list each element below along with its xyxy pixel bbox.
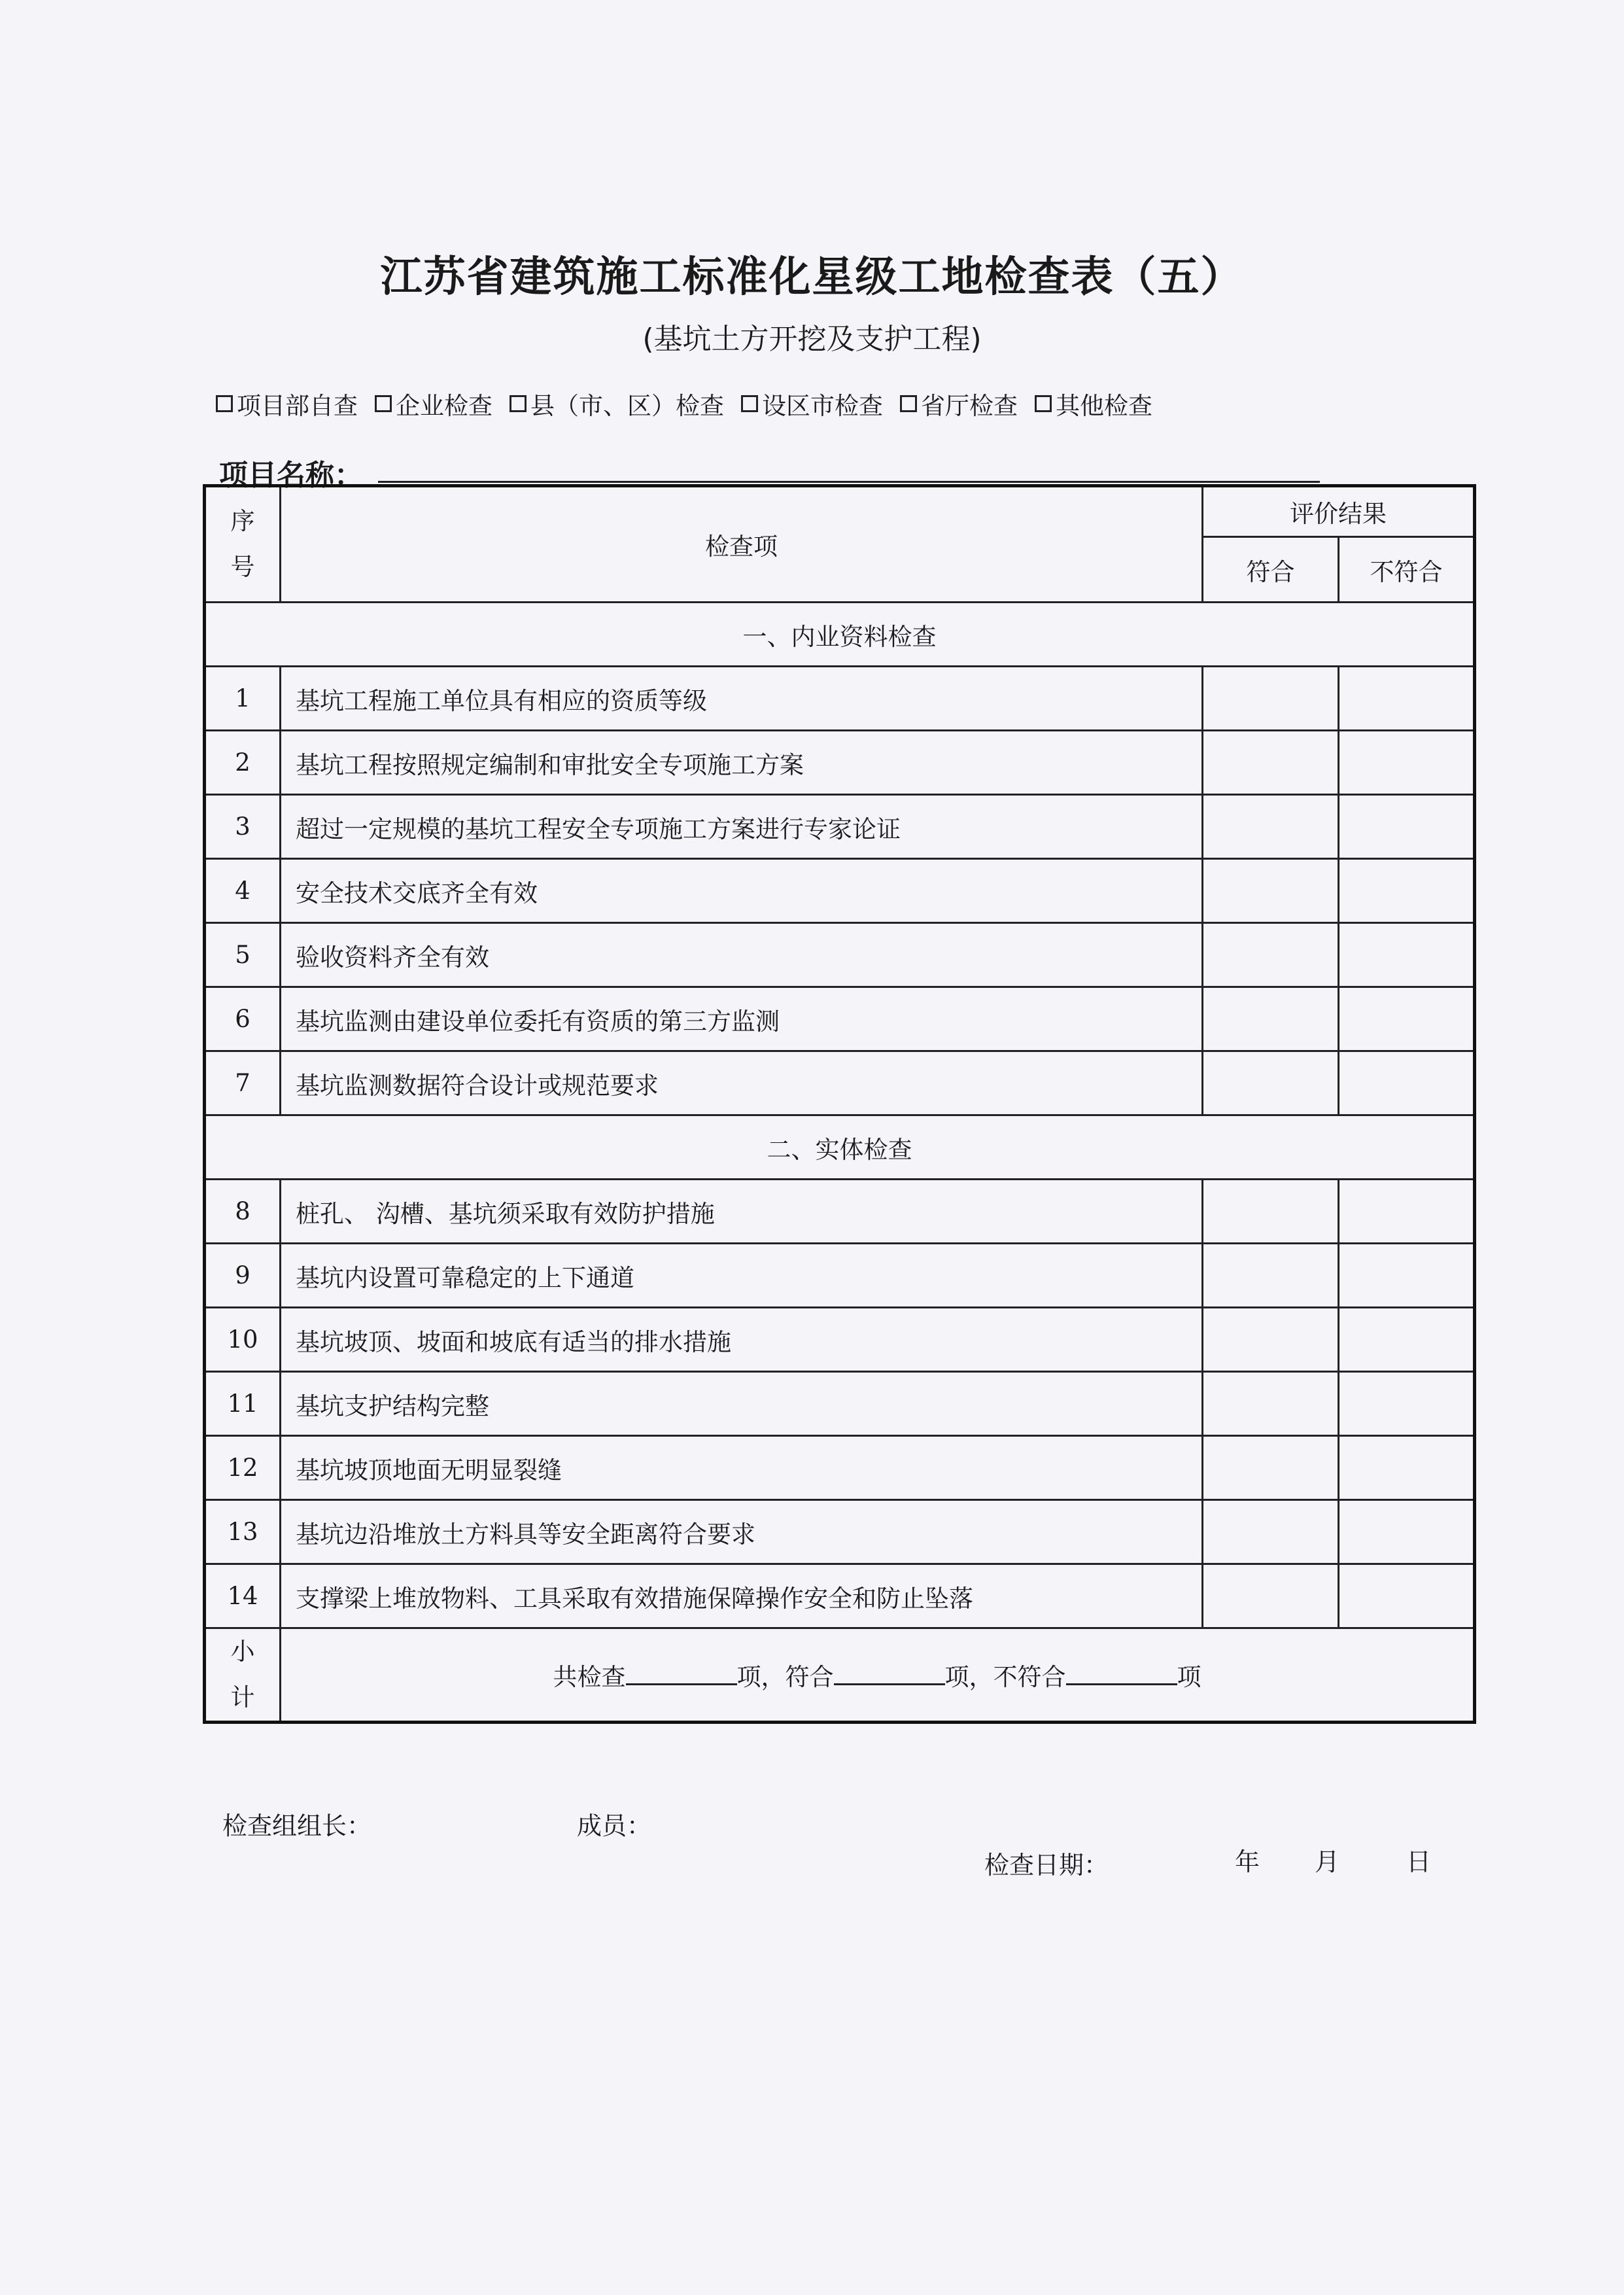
table-row: 8 桩孔、 沟槽、基坑须采取有效防护措施 [205,1180,1475,1244]
table-row: 7 基坑监测数据符合设计或规范要求 [205,1051,1475,1115]
table-row: 10 基坑坡顶、坡面和坡底有适当的排水措施 [205,1308,1475,1372]
pass-cell[interactable] [1203,1500,1339,1564]
table-row: 2 基坑工程按照规定编制和审批安全专项施工方案 [205,731,1475,795]
pass-cell[interactable] [1203,731,1339,795]
option-other-check[interactable]: 其他检查 [1035,386,1152,421]
form-title: 江苏省建筑施工标准化星级工地检查表（五） [380,253,1244,302]
option-city-check[interactable]: 设区市检查 [741,386,883,421]
pass-cell[interactable] [1203,667,1339,731]
header-result: 评价结果 [1203,486,1475,537]
section-title-site: 二、实体检查 [205,1115,1475,1180]
pass-cell[interactable] [1203,1372,1339,1436]
header-fail: 不符合 [1339,537,1475,603]
checkbox-icon[interactable] [900,395,917,412]
checkbox-icon[interactable] [741,395,758,412]
section-title-documents: 一、内业资料检查 [205,603,1475,667]
pass-cell[interactable] [1203,1308,1339,1372]
fail-cell[interactable] [1339,987,1475,1051]
table-row: 1 基坑工程施工单位具有相应的资质等级 [205,667,1475,731]
fail-cell[interactable] [1339,1244,1475,1308]
header-seq: 序 号 [205,486,281,603]
checkbox-icon[interactable] [216,395,233,412]
pass-cell[interactable] [1203,1564,1339,1628]
table-row: 5 验收资料齐全有效 [205,923,1475,987]
fail-cell[interactable] [1339,1051,1475,1115]
option-county-check[interactable]: 县（市、区）检查 [510,386,724,421]
subtotal-label: 小 计 [205,1628,281,1723]
fail-count-field[interactable] [1066,1664,1177,1685]
table-row: 14 支撑梁上堆放物料、工具采取有效措施保障操作安全和防止坠落 [205,1564,1475,1628]
fail-cell[interactable] [1339,1372,1475,1436]
pass-cell[interactable] [1203,859,1339,923]
date-day: 日 [1406,1848,1432,1876]
pass-cell[interactable] [1203,923,1339,987]
option-province-check[interactable]: 省厅检查 [900,386,1018,421]
option-enterprise-check[interactable]: 企业检查 [375,386,492,421]
fail-cell[interactable] [1339,1180,1475,1244]
fail-cell[interactable] [1339,1500,1475,1564]
fail-cell[interactable] [1339,1436,1475,1500]
checkbox-icon[interactable] [510,395,527,412]
date-year: 年 [1235,1848,1260,1876]
inspection-table [203,484,1476,1724]
date-label: 检查日期： [984,1851,1109,1880]
project-name-label: 项目名称： [219,459,363,492]
table-row: 6 基坑监测由建设单位委托有资质的第三方监测 [205,987,1475,1051]
table-row: 3 超过一定规模的基坑工程安全专项施工方案进行专家论证 [205,795,1475,859]
checkbox-icon[interactable] [1035,395,1052,412]
checkbox-icon[interactable] [375,395,392,412]
leader-label: 检查组组长： [222,1812,372,1840]
pass-cell[interactable] [1203,1244,1339,1308]
fail-cell[interactable] [1339,795,1475,859]
subtotal-row [205,1628,1475,1723]
fail-cell[interactable] [1339,731,1475,795]
inspection-type-options [216,386,1152,421]
pass-cell[interactable] [1203,987,1339,1051]
project-name-field[interactable] [378,481,1320,483]
pass-cell[interactable] [1203,795,1339,859]
total-count-field[interactable] [626,1664,737,1685]
fail-cell[interactable] [1339,667,1475,731]
pass-cell[interactable] [1203,1051,1339,1115]
pass-cell[interactable] [1203,1180,1339,1244]
header-item: 检查项 [281,486,1203,603]
fail-cell[interactable] [1339,1308,1475,1372]
pass-count-field[interactable] [834,1664,945,1685]
table-row: 11 基坑支护结构完整 [205,1372,1475,1436]
header-pass: 符合 [1203,537,1339,603]
table-row: 4 安全技术交底齐全有效 [205,859,1475,923]
form-subtitle: (基坑土方开挖及支护工程) [642,323,982,356]
fail-cell[interactable] [1339,859,1475,923]
pass-cell[interactable] [1203,1436,1339,1500]
subtotal-summary: 共检查 项，符合 项，不符合 项 [281,1628,1475,1723]
date-month: 月 [1315,1848,1340,1876]
fail-cell[interactable] [1339,1564,1475,1628]
table-row: 12 基坑坡顶地面无明显裂缝 [205,1436,1475,1500]
members-label: 成员： [577,1812,652,1840]
fail-cell[interactable] [1339,923,1475,987]
table-row: 9 基坑内设置可靠稳定的上下通道 [205,1244,1475,1308]
table-row: 13 基坑边沿堆放土方料具等安全距离符合要求 [205,1500,1475,1564]
option-project-self-check[interactable]: 项目部自查 [216,386,358,421]
